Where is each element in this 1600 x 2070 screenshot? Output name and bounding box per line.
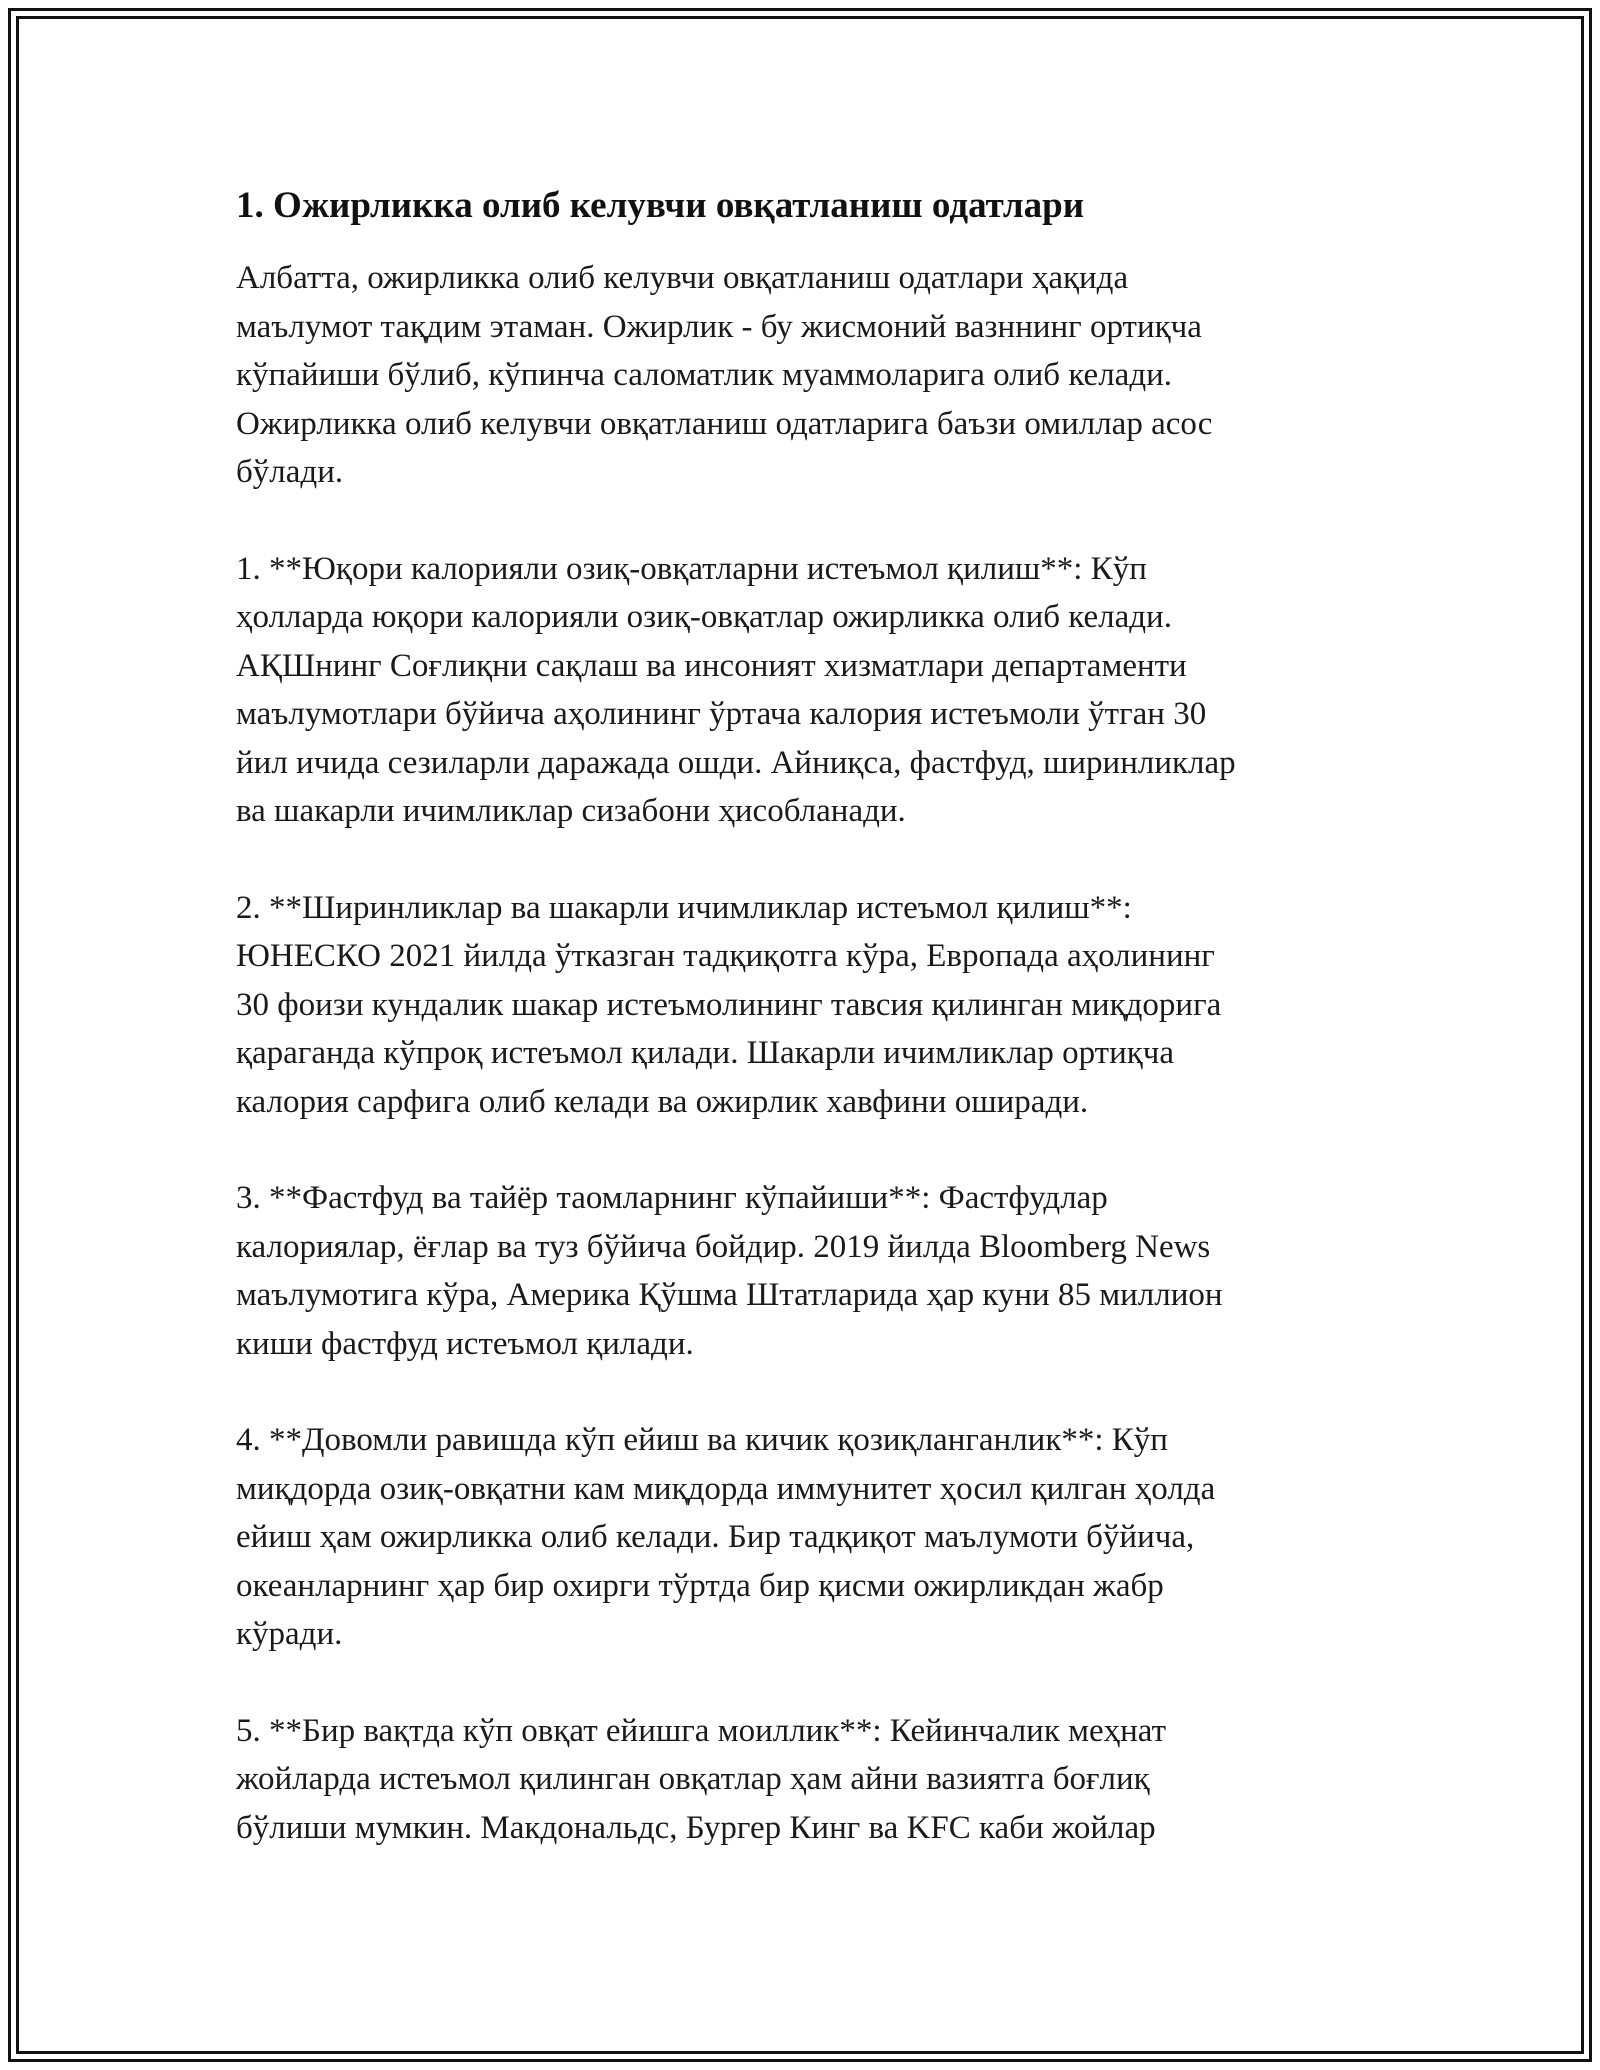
paragraph-item-3: 3. **Фастфуд ва тайёр таомларнинг кўпайиши**: Фастфудлар калориялар, ёғлар ва туз бўйича бойдир. 2019 йилда Bloomberg News маълумотига кўра, Америка Қўшма Штатларида ҳар куни 85 миллион киши фастфуд истеъмол қилади. xyxy=(236,1180,1223,1362)
paragraph-item-2: 2. **Ширинликлар ва шакарли ичимликлар истеъмол қилиш**: ЮНЕСКО 2021 йилда ўтказган тадқиқотга кўра, Европада аҳолининг 30 фоизи кундалик шакар истеъмолининг тавсия қилинган миқдорига қараганда кўпроқ истеъмол қилади. Шакарли ичимликлар ортиқча калория сарфига олиб келади ва ожирлик хавфини оширади. xyxy=(236,889,1222,1120)
paragraph-item-1: 1. **Юқори калорияли озиқ-овқатларни истеъмол қилиш**: Кўп ҳолларда юқори калорияли озиқ-овқатлар ожирликка олиб келади. АҚШнинг Соғлиқни сақлаш ва инсоният хизматлари департаменти маълумотлари бўйича аҳолининг ўртача калория истеъмоли ўтган 30 йил ичида сезиларли даражада ошди. Айниқса, фастфуд, ширинликлар ва шакарли ичимликлар сизабони ҳисобланади. xyxy=(236,550,1236,829)
document-title: 1. Ожирликка олиб келувчи овқатланиш одатлари xyxy=(236,185,1085,226)
paragraph-item-4: 4. **Довомли равишда кўп ейиш ва кичик қозиқланганлик**: Кўп миқдорда озиқ-овқатни кам миқдорда иммунитет ҳосил қилган ҳолда ейиш ҳам ожирликка олиб келади. Бир тадқиқот маълумоти бўйича, океанларнинг ҳар бир охирги тўртда бир қисми ожирликдан жабр кўради. xyxy=(236,1422,1216,1652)
intro-paragraph: Албатта, ожирликка олиб келувчи овқатланиш одатлари ҳақида маълумот тақдим этаман. Ожирлик - бу жисмоний вазннинг ортиқча кўпайиши бўлиб, кўпинча саломатлик муаммоларига олиб келади. Ожирликка олиб келувчи овқатланиш одатларига баъзи омиллар асос бўлади. xyxy=(236,260,1213,490)
paragraph-item-5: 5. **Бир вақтда кўп овқат ейишга моиллик**: Кейинчалик меҳнат жойларда истеъмол қилинган овқатлар ҳам айни вазиятга боғлиқ бўлиши мумкин. Макдональдс, Бургер Кинг ва KFC каби жойлар xyxy=(236,1712,1167,1846)
document-body xyxy=(236,178,1366,1900)
